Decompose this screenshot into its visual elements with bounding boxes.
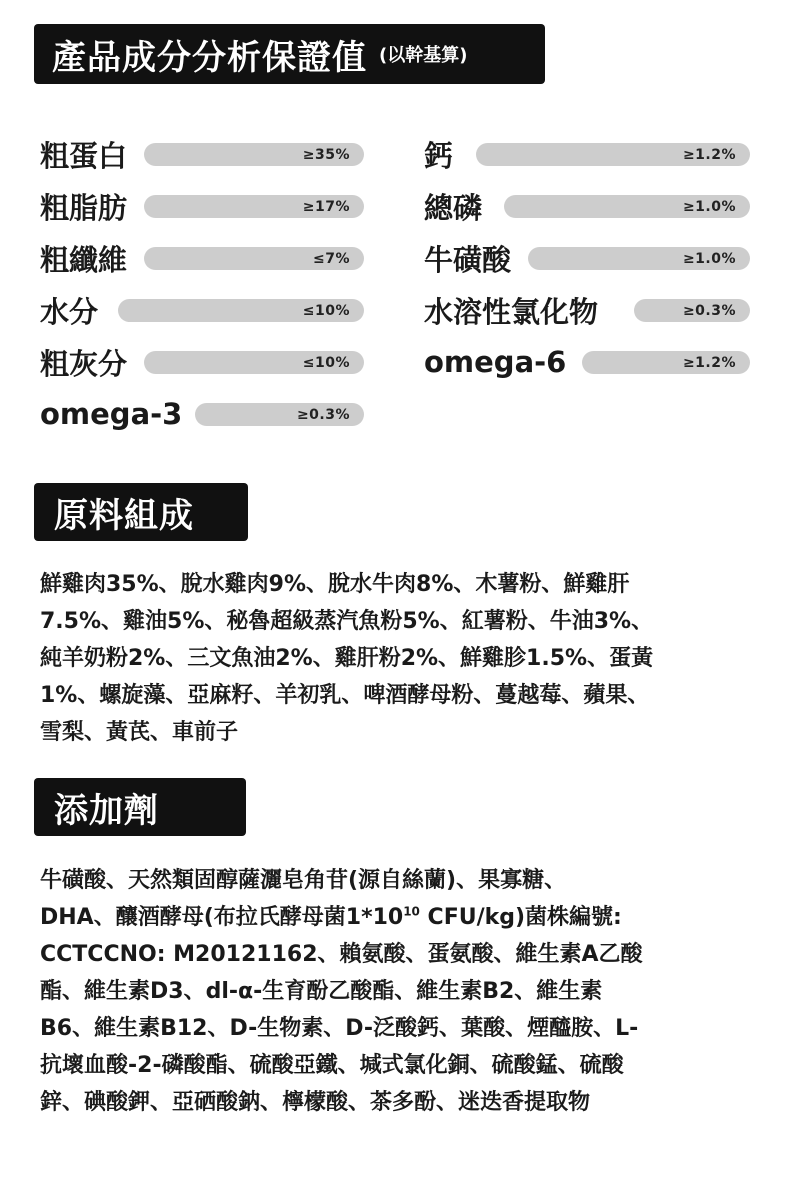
- nutrient-value-bar: ≤7%: [144, 247, 364, 270]
- nutrient-row-taurine: [424, 236, 750, 280]
- nutrient-label: 鈣: [424, 138, 454, 173]
- nutrient-value-bar: ≥17%: [144, 195, 364, 218]
- section-title: 添加劑: [54, 790, 159, 831]
- text-line: 7.5%、雞油5%、秘魯超級蒸汽魚粉5%、紅薯粉、牛油3%、: [40, 609, 654, 634]
- section-title: 原料組成: [54, 495, 194, 536]
- nutrient-row-fat: [40, 184, 364, 228]
- nutrient-row-fiber: [40, 236, 364, 280]
- nutrient-label: 粗纖維: [40, 242, 128, 277]
- nutrient-row-chloride: [424, 288, 750, 332]
- nutrient-label: 牛磺酸: [424, 242, 512, 277]
- text-line: 鋅、碘酸鉀、亞硒酸鈉、檸檬酸、茶多酚、迷迭香提取物: [40, 1090, 591, 1115]
- nutrient-value-bar: ≥1.0%: [504, 195, 750, 218]
- nutrient-label: omega-3: [40, 397, 183, 431]
- text-line: 純羊奶粉2%、三文魚油2%、雞肝粉2%、鮮雞胗1.5%、蛋黃: [40, 646, 654, 671]
- nutrient-label: omega-6: [424, 345, 567, 379]
- section-subtitle: (以幹基算): [379, 45, 468, 66]
- section-header-additives: [34, 778, 246, 836]
- section-header-ingredients: [34, 483, 248, 541]
- nutrient-value-bar: ≥0.3%: [634, 299, 750, 322]
- nutrient-value-bar: ≥0.3%: [195, 403, 364, 426]
- additives-text: [40, 862, 760, 1121]
- nutrient-row-moisture: [40, 288, 364, 332]
- nutrient-row-ash: [40, 340, 364, 384]
- nutrient-label: 粗蛋白: [40, 138, 128, 173]
- nutrient-value-bar: ≥1.2%: [476, 143, 750, 166]
- exponent: 10: [403, 904, 420, 919]
- section-header-analysis: [34, 24, 545, 84]
- text-line: 牛磺酸、天然類固醇薩灑皂角苷(源自絲蘭)、果寡糖、: [40, 868, 567, 893]
- text-line: [40, 899, 760, 936]
- nutrient-row-phosphorus: [424, 184, 750, 228]
- text-line: 抗壞血酸-2-磷酸酯、硫酸亞鐵、堿式氯化銅、硫酸錳、硫酸: [40, 1053, 624, 1078]
- text-line: B6、維生素B12、D-生物素、D-泛酸鈣、葉酸、煙醯胺、L-: [40, 1016, 639, 1041]
- nutrient-label: 水溶性氯化物: [424, 294, 599, 329]
- section-title: 產品成分分析保證值: [52, 37, 367, 78]
- nutrient-row-omega6: [424, 340, 750, 384]
- nutrient-label: 粗脂肪: [40, 190, 128, 225]
- nutrient-value-bar: ≥35%: [144, 143, 364, 166]
- nutrient-label: 水分: [40, 294, 99, 329]
- text-line: 1%、螺旋藻、亞麻籽、羊初乳、啤酒酵母粉、蔓越莓、蘋果、: [40, 683, 650, 708]
- nutrient-row-protein: [40, 132, 364, 176]
- text-line: CCTCCNO: M20121162、賴氨酸、蛋氨酸、維生素A乙酸: [40, 942, 643, 967]
- text-line: 雪梨、黃芪、車前子: [40, 720, 239, 745]
- nutrient-row-calcium: [424, 132, 750, 176]
- nutrient-value-bar: ≤10%: [118, 299, 364, 322]
- nutrient-value-bar: ≤10%: [144, 351, 364, 374]
- text-segment: CFU/kg)菌株編號:: [419, 905, 622, 930]
- nutrient-value-bar: ≥1.2%: [582, 351, 750, 374]
- nutrient-label: 總磷: [424, 190, 483, 225]
- text-line: 鮮雞肉35%、脫水雞肉9%、脫水牛肉8%、木薯粉、鮮雞肝: [40, 572, 630, 597]
- ingredients-text: [40, 566, 760, 751]
- nutrient-label: 粗灰分: [40, 346, 128, 381]
- nutrient-row-omega3: [40, 392, 364, 436]
- nutrient-value-bar: ≥1.0%: [528, 247, 750, 270]
- text-line: 酯、維生素D3、dl-α-生育酚乙酸酯、維生素B2、維生素: [40, 979, 603, 1004]
- text-segment: DHA、釀酒酵母(布拉氏酵母菌1*10: [40, 905, 404, 930]
